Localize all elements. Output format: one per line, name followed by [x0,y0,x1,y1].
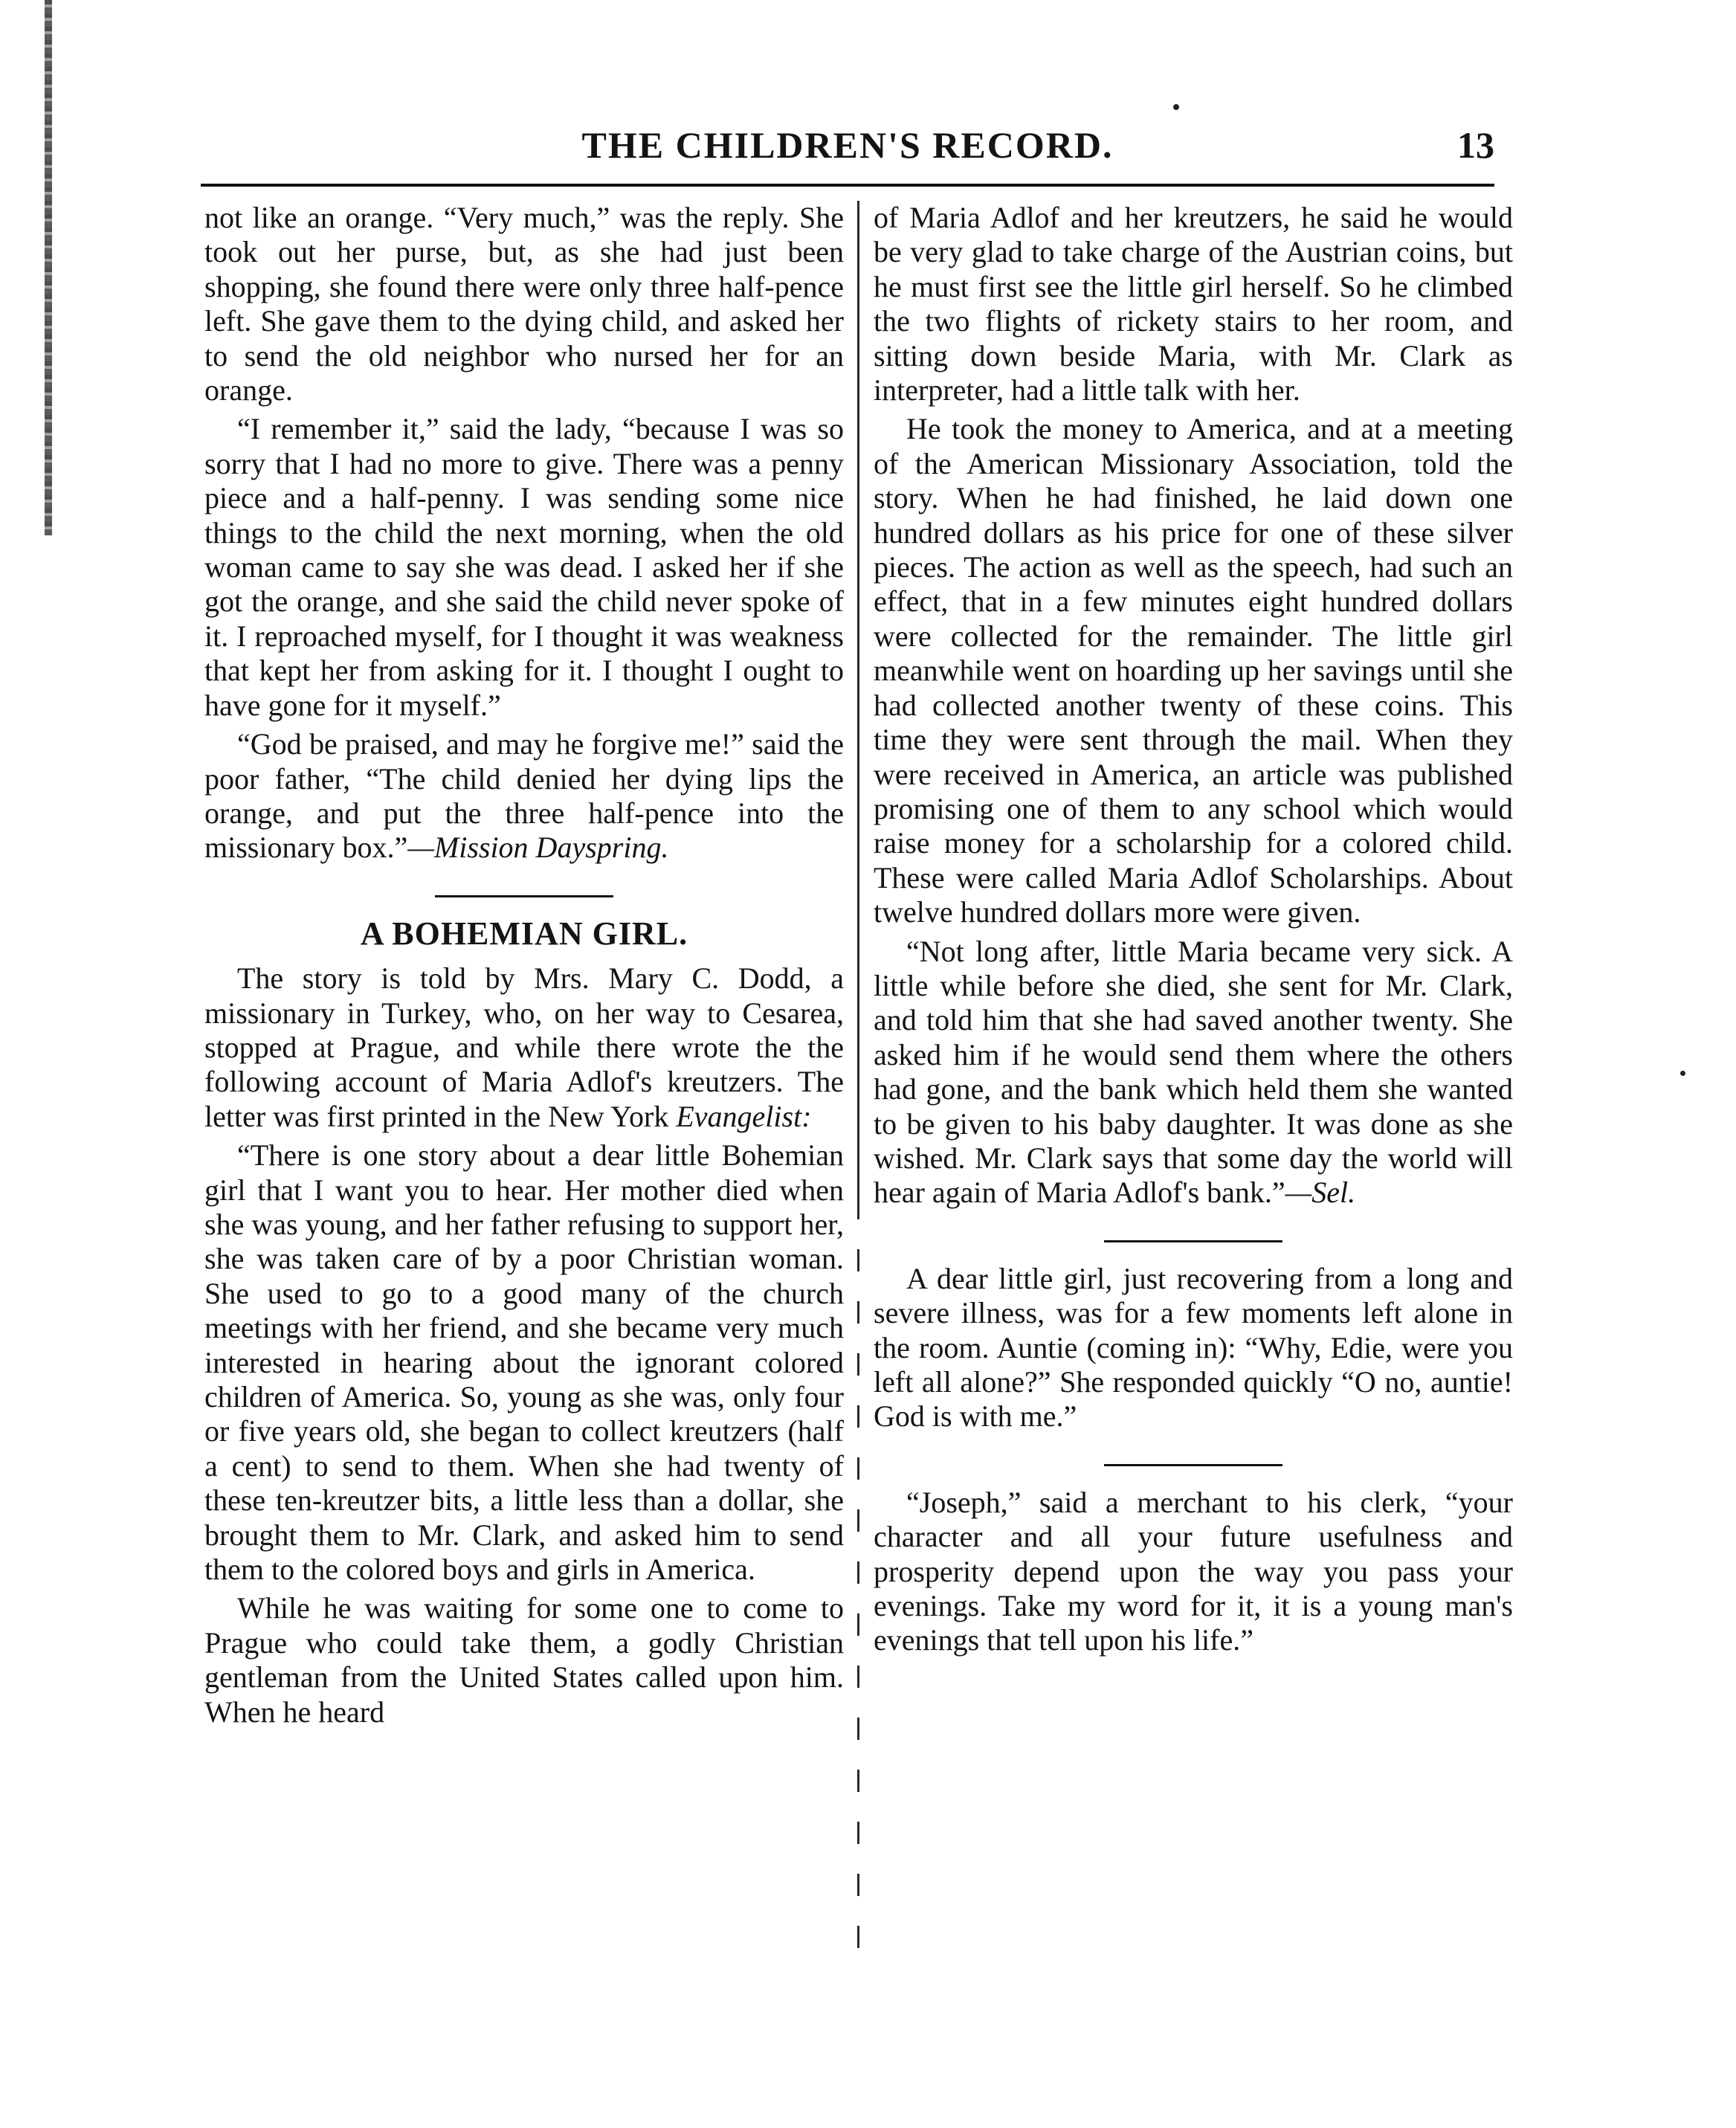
section-rule [1104,1464,1282,1466]
column-divider [857,201,859,1197]
closing-text: “Not long after, little Maria became very sick. A little while before she died, she sent for Mr. Clark, and told him that she had saved another twenty. She asked him if he would send them where the others had gone, and the bank which held them she wanted to be given to his baby daughter. It was done as she wished. Mr. Clark says that some day the world will hear again of Maria Adlof's bank.” [874,934,1513,1210]
left-column [204,201,844,1734]
ink-speck [1680,1071,1685,1076]
story-source: —Mission Dayspring. [407,831,669,865]
article-paragraph: While he was waiting for some one to come to Prague who could take them, a godly Christian gentleman from the United States called upon him. When he heard [204,1591,844,1729]
ink-speck [1173,104,1179,110]
closing-source: —Sel. [1285,1176,1356,1210]
story-paragraph: not like an orange. “Very much,” was the reply. She took out her purse, but, as she had just been shopping, she found there were only three half-pence left. She gave them to the dying child, and asked her to send the old neighbor who nursed her for an orange. [204,201,844,407]
intro-text: The story is told by Mrs. Mary C. Dodd, a missionary in Turkey, who, on her way to Cesarea, stopped at Prague, and while there wrote the the following account of Maria Adlof's kreutzers. The letter was first printed in the New York [204,961,844,1133]
article-paragraph: of Maria Adlof and her kreutzers, he said he would be very glad to take charge of the Austrian coins, but he must first see the little girl herself. So he climbed the two flights of rickety stairs to her room, and sitting down beside Maria, with Mr. Clark as interpreter, had a little talk with her. [874,201,1513,407]
story-quote: “God be praised, and may he forgive me!” said the poor father, “The child denied her dying lips the orange, and put the three half-pence into the missionary box.” [204,727,844,865]
intro-source: Evangelist: [676,1099,812,1133]
anecdote-paragraph: A dear little girl, just recovering from a long and severe illness, was for a few moments left alone in the room. Auntie (coming in): “Why, Edie, were you left all alone?” She responded quickly “O no, auntie! God is with me.” [874,1261,1513,1434]
right-column [874,201,1513,1663]
header-rule [201,184,1494,187]
running-title: THE CHILDREN'S RECORD. [581,124,1114,166]
running-head [201,119,1494,178]
section-rule [435,895,613,897]
intro-paragraph [204,961,844,1134]
article-paragraph: “There is one story about a dear little Bohemian girl that I want you to hear. Her mother died when she was young, and her father refusing to support her, she was taken care of by a poor Christian woman. She used to go to a good many of the church meetings with her friend, and she became very much interested in hearing about the ignorant colored children of America. So, young as she was, only four or five years old, she began to collect kreutzers (half a cent) to send to them. When she had twenty of these ten-kreutzer bits, a little less than a dollar, she brought them to Mr. Clark, and asked him to send them to the colored boys and girls in America. [204,1138,844,1587]
page-number: 13 [1457,124,1494,166]
article-closing-paragraph [874,935,1513,1210]
story-paragraph: “I remember it,” said the lady, “because I was so sorry that I had no more to give. There was a penny piece and a half-penny. I was sending some nice things to the child the next morning, when the old woman came to say she was dead. I asked her if she got the orange, and she said the child never spoke of it. I reproached myself, for I thought it was weakness that kept her from asking for it. I thought I ought to have gone for it myself.” [204,412,844,722]
story-closing-paragraph [204,727,844,865]
section-title: A BOHEMIAN GIRL. [360,915,688,952]
anecdote-paragraph: “Joseph,” said a merchant to his clerk, “your character and all your future usefulness and prosperity depend upon the way you pass your evenings. Take my word for it, it is a young man's evenings that tell upon his life.” [874,1485,1513,1657]
article-paragraph: He took the money to America, and at a meeting of the American Missionary Association, told the story. When he had finished, he laid down one hundred dollars as his price for one of these silver pieces. The action as well as the speech, had such an effect, that in a few minutes eight hundred dollars were collected for the remainder. The little girl meanwhile went on hoarding up her savings until she had collected another twenty of these coins. This time they were sent through the mail. When they were received in America, an article was published promising one of them to any school which would raise money for a scholarship for a colored child. These were called Maria Adlof Scholarships. About twelve hundred dollars more were given. [874,412,1513,929]
binding-edge-scan [45,0,52,535]
section-rule [1104,1240,1282,1242]
column-divider-lower [857,1197,859,1978]
